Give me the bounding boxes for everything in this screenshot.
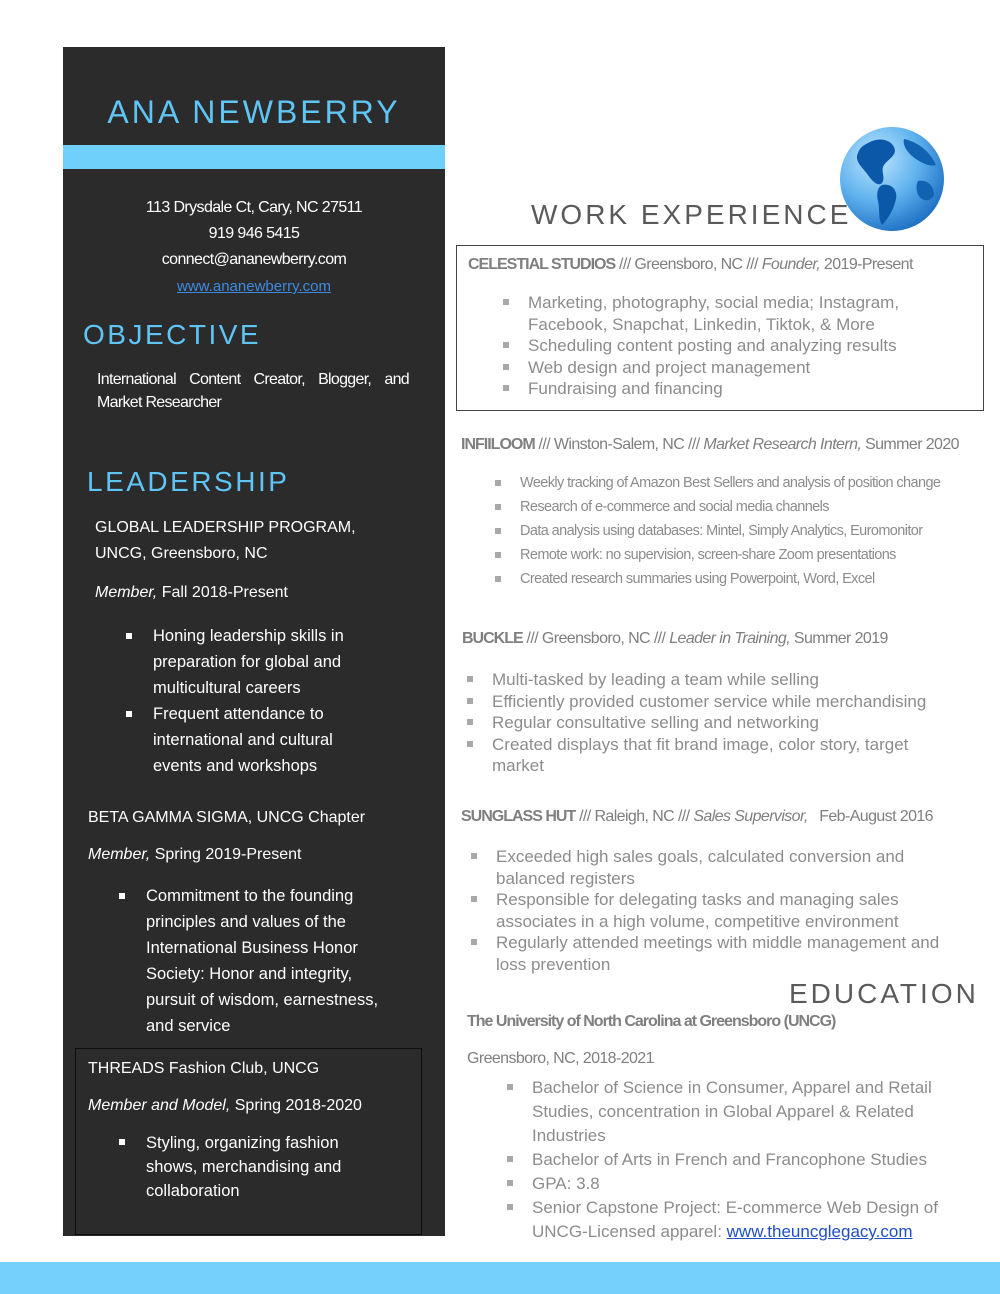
leadership-heading: LEADERSHIP [87, 466, 290, 497]
list-item: Fundraising and financing [528, 378, 899, 400]
website-link[interactable]: www.ananewberry.com [177, 278, 331, 295]
gl-bullets [153, 623, 344, 779]
bgs-bullets [146, 883, 378, 1039]
job-header-buckle: BUCKLE /// Greensboro, NC /// Leader in Training, Summer 2019 [462, 630, 888, 647]
list-item: Regular consultative selling and networking [492, 712, 926, 734]
applicant-name: ANA NEWBERRY [107, 94, 401, 130]
list-item: Commitment to the founding principles and values of the International Business Honor Society: Honor and integrity, pursuit of wisdom, earnestness, and service [146, 883, 378, 1039]
list-item: Regularly attended meetings with middle management and loss prevention [496, 932, 939, 975]
list-item: Marketing, photography, social media; Instagram, Facebook, Snapchat, Linkedin, Tiktok, & More [528, 292, 899, 335]
list-item: Data analysis using databases: Mintel, Simply Analytics, Euromonitor [520, 519, 940, 543]
work-experience-heading: WORK EXPERIENCE [531, 199, 852, 230]
list-item: Created research summaries using Powerpoint, Word, Excel [520, 567, 940, 591]
capstone-link[interactable]: www.theuncglegacy.com [726, 1222, 913, 1241]
list-item: Efficiently provided customer service while merchandising [492, 691, 926, 713]
list-item: Scheduling content posting and analyzing results [528, 335, 899, 357]
contact-phone: 919 946 5415 [208, 225, 300, 242]
list-item: Remote work: no supervision, screen-share Zoom presentations [520, 543, 940, 567]
threads-bullets [146, 1131, 341, 1203]
accent-band [63, 145, 445, 169]
job-header-infiiloom: INFIILOOM /// Winston-Salem, NC /// Market Research Intern, Summer 2020 [461, 436, 959, 453]
school-location: Greensboro, NC, 2018-2021 [467, 1050, 654, 1067]
threads-role: Member and Model, Spring 2018-2020 [88, 1097, 362, 1114]
list-item: Multi-tasked by leading a team while selling [492, 669, 926, 691]
celestial-bullets [528, 292, 899, 400]
sunglass-hut-bullets [496, 846, 939, 975]
objective-line-2: Market Researcher [97, 394, 222, 411]
list-item: Frequent attendance to international and cultural events and workshops [153, 701, 344, 779]
list-item: Exceeded high sales goals, calculated conversion and balanced registers [496, 846, 939, 889]
list-item: Created displays that fit brand image, color story, target market [492, 734, 926, 777]
list-item: Web design and project management [528, 357, 899, 379]
job-header-celestial: CELESTIAL STUDIOS /// Greensboro, NC /// Founder, 2019-Present [468, 256, 913, 273]
contact-address: 113 Drysdale Ct, Cary, NC 27511 [145, 199, 363, 216]
list-item: Responsible for delegating tasks and managing sales associates in a high volume, competitive environment [496, 889, 939, 932]
education-heading: EDUCATION [789, 978, 979, 1009]
list-item: Research of e-commerce and social media channels [520, 495, 940, 519]
threads-title: THREADS Fashion Club, UNCG [88, 1060, 320, 1077]
school-name: The University of North Carolina at Greensboro (UNCG) [467, 1013, 836, 1030]
job-header-sunglass-hut: SUNGLASS HUT /// Raleigh, NC /// Sales Supervisor, Feb-August 2016 [461, 808, 933, 825]
list-item: GPA: 3.8 [532, 1172, 938, 1196]
gl-title-line-2: UNCG, Greensboro, NC [95, 545, 268, 562]
education-bullets [532, 1076, 938, 1244]
globe-icon [838, 125, 946, 233]
list-item: Bachelor of Arts in French and Francophone Studies [532, 1148, 938, 1172]
bgs-title: BETA GAMMA SIGMA, UNCG Chapter [88, 809, 366, 826]
infiiloom-bullets [520, 471, 940, 591]
objective-heading: OBJECTIVE [83, 319, 262, 350]
list-item: Bachelor of Science in Consumer, Apparel and Retail Studies, concentration in Global Apparel & Related Industries [532, 1076, 938, 1148]
bgs-role: Member, Spring 2019-Present [88, 846, 302, 863]
objective-line-1: International Content Creator, Blogger, and [97, 371, 409, 388]
list-item: Weekly tracking of Amazon Best Sellers and analysis of position change [520, 471, 940, 495]
footer-band [0, 1262, 1000, 1294]
list-item: Senior Capstone Project: E-commerce Web Design of UNCG-Licensed apparel: www.theuncglegacy.com [532, 1196, 938, 1244]
gl-role: Member, Fall 2018-Present [95, 584, 288, 601]
list-item: Honing leadership skills in preparation for global and multicultural careers [153, 623, 344, 701]
contact-email: connect@ananewberry.com [161, 251, 347, 268]
gl-title-line-1: GLOBAL LEADERSHIP PROGRAM, [95, 519, 356, 536]
list-item: Styling, organizing fashion shows, merchandising and collaboration [146, 1131, 341, 1203]
buckle-bullets [492, 669, 926, 777]
